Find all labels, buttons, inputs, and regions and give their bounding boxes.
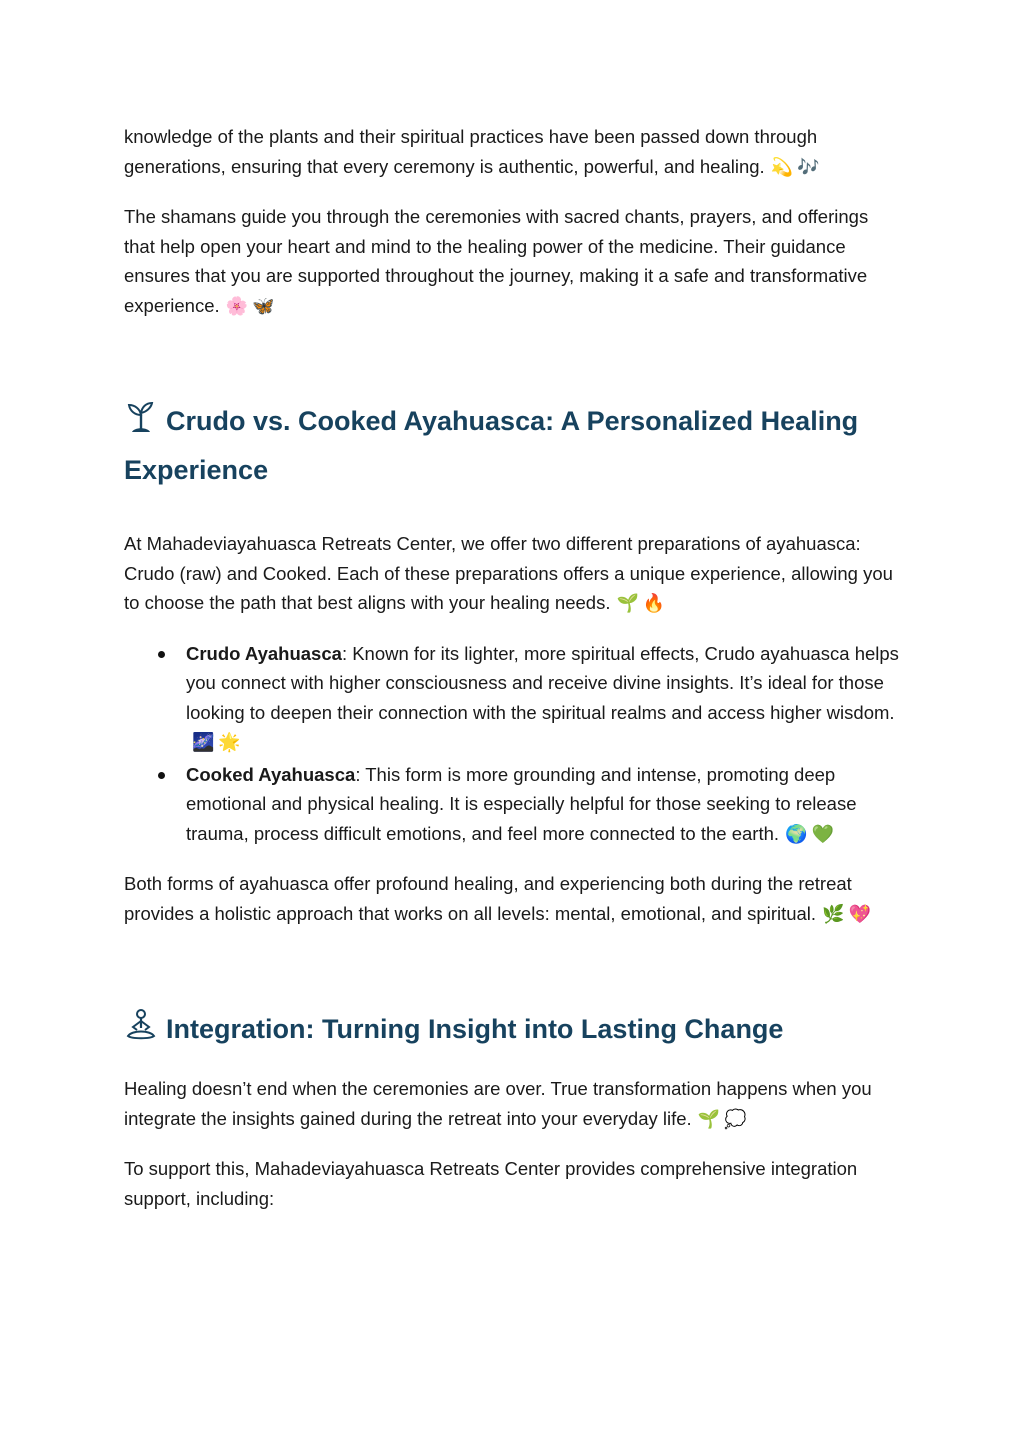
- intro-paragraph-1: [124, 122, 900, 182]
- intro-paragraph-1-text: knowledge of the plants and their spiritual practices have been passed down through generations, ensuring that every ceremony is authentic, powerful, and healing.: [124, 126, 818, 177]
- butterfly-emoji-icon: 🦋: [252, 295, 275, 317]
- list-item-crudo: [186, 639, 900, 758]
- crudo-closing-text: Both forms of ayahuasca offer profound healing, and experiencing both during the retreat provides a holistic approach that works on all levels: mental, emotional, and spiritual.: [124, 873, 852, 924]
- ayahuasca-types-list: [124, 639, 900, 850]
- green-heart-emoji-icon: 💚: [811, 823, 834, 845]
- list-item-term: Cooked Ayahuasca: [186, 763, 356, 785]
- list-item-term: Crudo Ayahuasca: [186, 642, 342, 664]
- glowing-star-emoji-icon: 🌟: [218, 732, 241, 753]
- fire-emoji-icon: 🔥: [642, 593, 666, 614]
- integration-paragraph-1-text: Healing doesn’t end when the ceremonies are over. True transformation happens when you integrate the insights gained during the retreat into your everyday life.: [124, 1078, 872, 1129]
- integration-section-heading: [124, 1007, 900, 1056]
- crudo-intro-paragraph: [124, 529, 900, 619]
- list-item-cooked: [186, 760, 900, 850]
- herb-emoji-icon: 🌿: [822, 903, 845, 925]
- crudo-intro-text: At Mahadeviayahuasca Retreats Center, we offer two different preparations of ayahuasca: Crudo (raw) and Cooked. Each of these preparations offers a unique experience, allowing you to choose the path that best aligns with your healing needs.: [124, 533, 893, 613]
- sparkling-heart-emoji-icon: 💖: [848, 903, 871, 925]
- list-item-text: : This form is more grounding and intense, promoting deep emotional and physical healing. It is especially helpful for those seeking to release trauma, process difficult emotions, and feel more connected to the earth.: [186, 763, 857, 844]
- meditation-icon: [124, 1008, 158, 1056]
- sprout-icon: [124, 400, 158, 448]
- intro-paragraph-2-text: The shamans guide you through the ceremonies with sacred chants, prayers, and offerings that help open your heart and mind to the healing power of the medicine. Their guidance ensures that you are supported throughout the journey, making it a safe and transformative experience.: [124, 206, 869, 316]
- seedling-emoji-icon: 🌱: [697, 1108, 721, 1130]
- milky-way-emoji-icon: 🌌: [192, 732, 215, 753]
- crudo-section-heading-text: Crudo vs. Cooked Ayahuasca: A Personalized Healing Experience: [124, 406, 859, 485]
- integration-paragraph-2-text: To support this, Mahadeviayahuasca Retreats Center provides comprehensive integration support, including:: [124, 1158, 858, 1209]
- intro-paragraph-2: [124, 202, 900, 321]
- list-item-text: : Known for its lighter, more spiritual effects, Crudo ayahuasca helps you connect with higher consciousness and receive divine insights. It’s ideal for those looking to deepen their connection with the spiritual realms and access higher wisdom.: [186, 642, 899, 723]
- globe-emoji-icon: 🌍: [785, 823, 808, 845]
- seedling-emoji-icon: 🌱: [616, 593, 639, 614]
- thought-bubble-emoji-icon: 💭: [724, 1108, 747, 1130]
- integration-section-heading-text: Integration: Turning Insight into Lasting Change: [166, 1014, 784, 1044]
- music-notes-emoji-icon: 🎶: [797, 156, 820, 178]
- document-page: [124, 122, 900, 1233]
- cherry-blossom-emoji-icon: 🌸: [225, 295, 249, 317]
- integration-paragraph-2: [124, 1154, 900, 1213]
- dizzy-star-emoji-icon: 💫: [770, 156, 794, 178]
- integration-paragraph-1: [124, 1074, 900, 1134]
- crudo-section-heading: [124, 399, 900, 493]
- crudo-closing-paragraph: [124, 869, 900, 929]
